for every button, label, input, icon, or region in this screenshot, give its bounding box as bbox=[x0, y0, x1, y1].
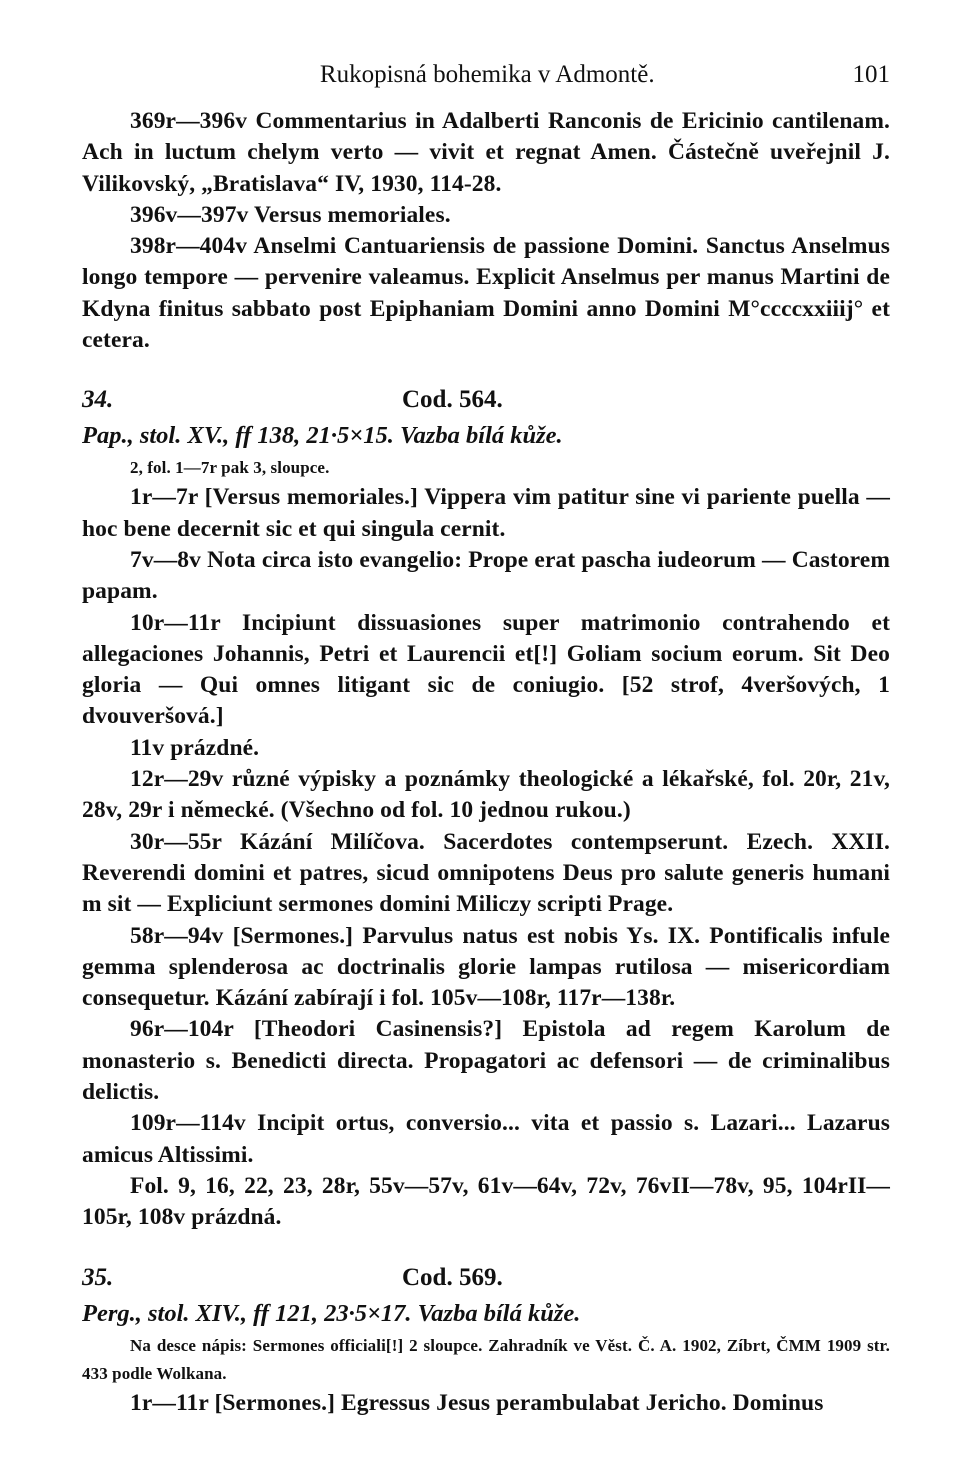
content-item: 1r—11r [Sermones.] Egressus Jesus perambulabat Jericho. Dominus bbox=[130, 1389, 824, 1416]
codex-description: Pap., stol. XV., ff 138, 21·5×15. Vazba bílá kůže. bbox=[82, 422, 563, 450]
content-item: 1r—7r [Versus memoriales.] Vippera vim patitur sine vi pariente puella — hoc bene decernit sic et qui singula cernit. bbox=[82, 484, 890, 542]
content-item: 30r—55r Kázání Milíčova. Sacerdotes contempserunt. Ezech. XXII. Reverendi domini et patres, sicud omnipotens Deus pro salute generis humani m sit — Expliciunt sermones domini Miliczy scripti Prage. bbox=[82, 828, 890, 918]
codex-signature: Cod. 564. bbox=[402, 386, 503, 414]
page-number: 101 bbox=[852, 61, 890, 88]
content-item: 11v prázdné. bbox=[130, 734, 260, 761]
intro-paragraph: 369r—396v Commentarius in Adalberti Ranconis de Ericinio cantilenam. Ach in luctum chelym verto — vivit et regnat Amen. Částečně uveřejnil J. Vilikovský, „Bratislava“ IV, 1930, 114-28. bbox=[82, 108, 890, 197]
entry-number: 35. bbox=[82, 1263, 114, 1291]
entry-heading bbox=[82, 382, 890, 418]
running-title: Rukopisná bohemika v Admontě. bbox=[319, 61, 655, 88]
content-item: 7v—8v Nota circa isto evangelio: Prope erat pascha iudeorum — Castorem papam. bbox=[82, 546, 890, 605]
content-item: 109r—114v Incipit ortus, conversio... vita et passio s. Lazari... Lazarus amicus Altissimi. bbox=[82, 1110, 890, 1168]
intro-paragraph: 398r—404v Anselmi Cantuariensis de passione Domini. Sanctus Anselmus longo tempore — pervenire valeamus. Explicit Anselmus per manus Martini de Kdyna finitus sabbato post Epiphaniam Domini anno Domini M°ccccxxiiij° et cetera. bbox=[82, 233, 890, 354]
codex-note: 2, fol. 1—7r pak 3, sloupce. bbox=[130, 458, 330, 478]
content-item: 10r—11r Incipiunt dissuasiones super matrimonio contrahendo et allegaciones Johannis, Petri et Laurencii et[!] Goliam socium eorum. Sit Deo gloria — Qui omnes litigant sic de coniugio. [52 strof, 4veršových, 1 dvouveršová.] bbox=[82, 609, 890, 730]
book-page bbox=[82, 58, 890, 1419]
content-item: 58r—94v [Sermones.] Parvulus natus est nobis Ys. IX. Pontificalis infule gemma splenderosa ac doctrinalis glorie lampas rutilosa — misericordiam consequetur. Kázání zabírají i fol. 105v—108r, 117r—138r. bbox=[82, 922, 890, 1012]
intro-paragraph: 396v—397v Versus memoriales. bbox=[130, 201, 451, 228]
content-item: Fol. 9, 16, 22, 23, 28r, 55v—57v, 61v—64v, 72v, 76vII—78v, 95, 104rII—105r, 108v prázdná. bbox=[82, 1172, 890, 1231]
codex-signature: Cod. 569. bbox=[402, 1263, 503, 1291]
entry-number: 34. bbox=[82, 386, 114, 414]
content-item: 12r—29v různé výpisky a poznámky theologické a lékařské, fol. 20r, 21v, 28v, 29r i německé. (Všechno od fol. 10 jednou rukou.) bbox=[82, 766, 890, 824]
entry-heading bbox=[82, 1260, 890, 1296]
codex-description: Perg., stol. XIV., ff 121, 23·5×17. Vazba bílá kůže. bbox=[82, 1299, 581, 1327]
codex-note: Na desce nápis: Sermones officiali[!] 2 sloupce. Zahradník ve Věst. Č. A. 1902, Zíbrt, ČMM 1909 str. 433 podle Wolkana. bbox=[82, 1335, 890, 1383]
running-header bbox=[82, 58, 890, 92]
content-item: 96r—104r [Theodori Casinensis?] Epistola ad regem Karolum de monasterio s. Benedicti directa. Propagatori ac defensori — de criminalibus delictis. bbox=[82, 1016, 890, 1106]
